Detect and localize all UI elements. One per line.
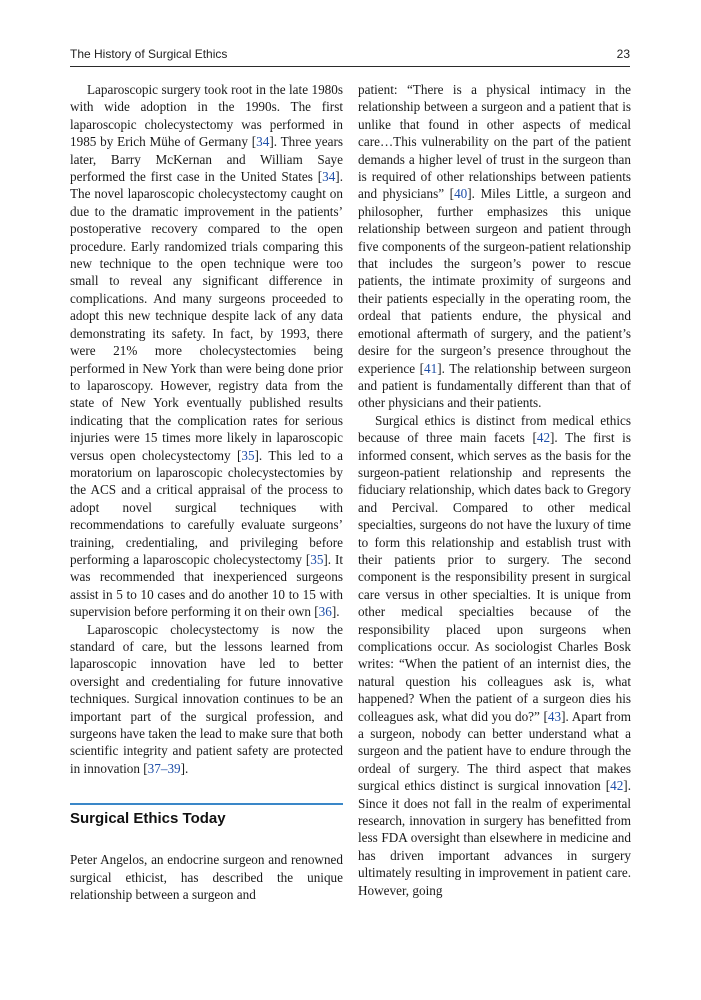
citation-link[interactable]: 37–39 — [147, 760, 181, 776]
paragraph-surgical-ethics-distinct: Surgical ethics is distinct from medical ethics because of three main facets [42]. The first is informed consent, which serves as the basis for the surgeon-patient relationship and represents the fiduciary relationship, which dates back to Gregory and Percival. Compared to other medical specialties, surgeons do not have the luxury of time to form this relationship and establish trust with their patients prior to surgery. The second component is the responsibility present in surgical care versus in other specialties. It is unique from other medical specialties because of the responsibility placed upon surgeons when complications occur. As sociologist Charles Bosk writes: “When the patient of an internist dies, the natural question his colleagues ask is, what happened? When the patient of a surgeon dies his colleagues ask, what did you do?” [43]. Apart from a surgeon, nobody can better understand what a surgeon and the patient have to endure through the ordeal of surgery. The third aspect that makes surgical ethics distinct is surgical innovation [42]. Since it does not fall in the realm of experimental research, innovation in surgery has benefitted from less FDA oversight than elsewhere in medicine and has driven important advances in surgery ultimately resulting in improvement in patient care. However, going — [358, 412, 631, 898]
paragraph-surgeon-patient-relationship: patient: “There is a physical intimacy in the relationship between a surgeon and a patient that is unlike that found in other aspects of medical care…This vulnerability on the part of the patient demands a higher level of trust in the surgeon than is required of other relationships between patients and physicians” [40]. Miles Little, a surgeon and philosopher, further emphasizes this unique relationship between surgeon and patient through five components of the surgeon-patient relationship that includes the surgeon’s power to rescue patients, the intimate proximity of surgeons and their patients especially in the operating room, the ordeal that patients endure, the physical and emotional aftermath of surgery, and the patient’s desire for the surgeon’s presence throughout the experience [41]. The relationship between surgeon and patient is fundamentally different than that of other physicians and their patients. — [358, 82, 631, 411]
left-column — [70, 81, 343, 903]
citation-link[interactable]: 42 — [610, 778, 624, 794]
citation-link[interactable]: 40 — [454, 186, 468, 202]
right-column — [358, 81, 631, 899]
running-title: The History of Surgical Ethics — [70, 47, 228, 61]
citation-link[interactable]: 43 — [547, 708, 562, 724]
citation-link[interactable]: 34 — [256, 134, 270, 150]
paragraph-angelos: Peter Angelos, an endocrine surgeon and renowned surgical ethicist, has described the unique relationship between a surgeon and — [70, 852, 343, 903]
citation-link[interactable]: 41 — [424, 360, 438, 376]
section-heading: Surgical Ethics Today — [70, 810, 226, 828]
header-rule — [70, 66, 630, 67]
page-number: 23 — [616, 47, 630, 61]
citation-link[interactable]: 34 — [322, 169, 336, 185]
paragraph-laparoscopic-history: Laparoscopic surgery took root in the late 1980s with wide adoption in the 1990s. The first laparoscopic cholecystectomy was performed in 1985 by Erich Mühe of Germany [34]. Three years later, Barry McKernan and William Saye performed the first case in the United States [34]. The novel laparoscopic cholecystectomy caught on due to the dramatic improvement in the patients’ postoperative recovery compared to the open procedure. Early randomized trials comparing this new technique to the open technique were too small to reveal any significant difference in complications. And many surgeons proceeded to adopt this new technique despite lack of any data demonstrating its safety. In fact, by 1993, there were 21% more cholecystectomies being performed in New York than were being done prior to laparoscopy. However, registry data from the state of New York eventually published results indicating that the complication rates for serious injuries were 15 times more likely in laparoscopic versus open cholecystectomy [35]. This led to a moratorium on laparoscopic cholecystectomies by the ACS and a critical appraisal of the process to adopt novel surgical techniques with recommendations to carefully evaluate surgeons’ training, credentialing, and privileging before performing a laparoscopic cholecystectomy [35]. It was recommended that inexperienced surgeons assist in 5 to 10 cases and do another 10 to 15 with supervision before performing it on their own [36]. — [70, 82, 343, 620]
citation-link[interactable]: 42 — [536, 430, 551, 446]
section-rule — [70, 803, 343, 805]
paragraph-standard-of-care: Laparoscopic cholecystectomy is now the standard of care, but the lessons learned from laparoscopic innovation have led to better oversight and credentialing for future innovative techniques. Surgical innovation continues to be an important part of the surgical profession, and surgeons have taken the lead to make sure that both scientific integrity and patient safety are protected in innovation [37–39]. — [70, 621, 343, 776]
citation-link[interactable]: 35 — [310, 551, 324, 567]
citation-link[interactable]: 35 — [241, 447, 255, 463]
citation-link[interactable]: 36 — [318, 604, 332, 620]
running-header — [70, 47, 630, 65]
